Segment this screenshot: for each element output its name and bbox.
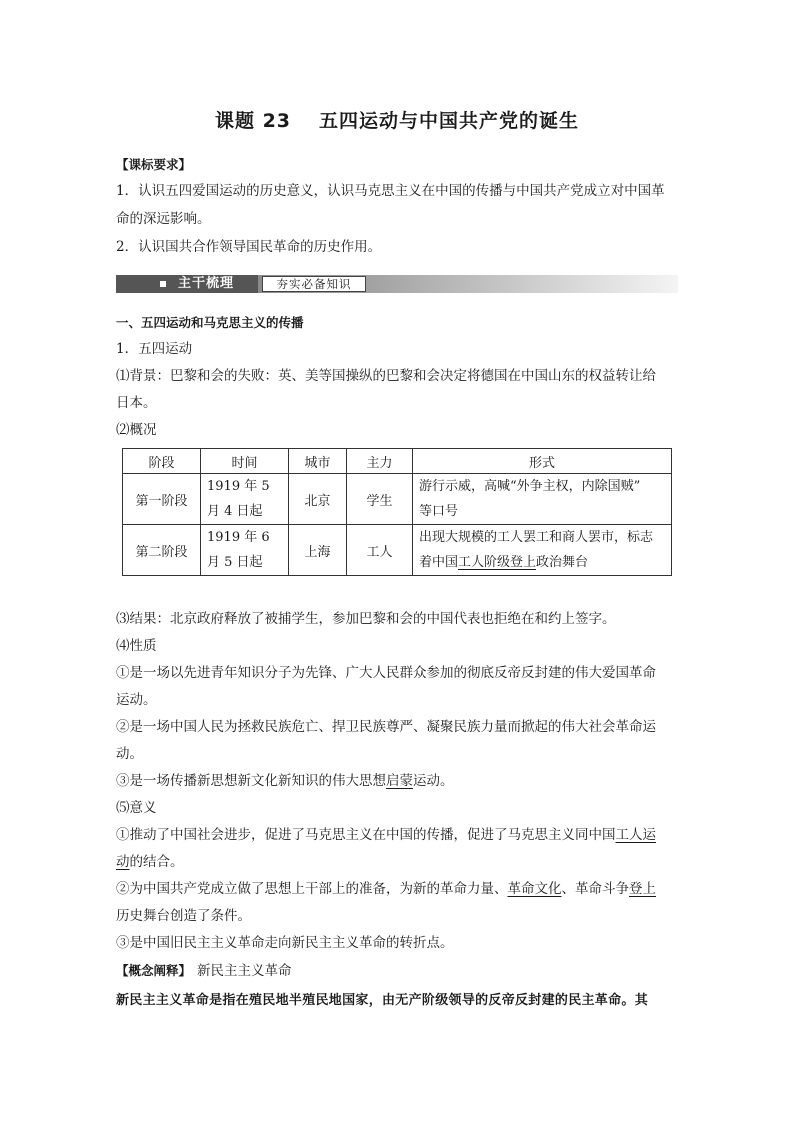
underlined-term: 登上 bbox=[629, 881, 656, 897]
significance-item-2: ②为中国共产党成立做了思想上干部上的准备，为新的革命力量、革命文化、革命斗争登上 bbox=[116, 881, 656, 897]
concept-definition: 新民主主义革命是指在殖民地半殖民地国家，由无产阶级领导的反帝反封建的民主革命。其 bbox=[116, 993, 649, 1008]
underlined-term: 工人运 bbox=[615, 827, 656, 843]
subsection-heading: 1．五四运动 bbox=[116, 341, 193, 357]
table-row bbox=[123, 474, 672, 525]
form-line: 游行示威，高喊“外争主权，内除国贼” bbox=[419, 479, 641, 494]
concept-heading-line bbox=[116, 962, 678, 980]
background-text: ⑴背景：巴黎和会的失败：英、美等国操纵的巴黎和会决定将德国在中国山东的权益转让给 bbox=[116, 368, 656, 384]
nature-heading: ⑷性质 bbox=[116, 638, 157, 654]
city-cell: 上海 bbox=[289, 525, 347, 576]
lesson-title: 五四运动与中国共产党的诞生 bbox=[319, 110, 580, 132]
standards-item-1: 1．认识五四爱国运动的历史意义，认识马克思主义在中国的传播与中国共产党成立对中国革 bbox=[116, 183, 665, 199]
concept-heading: 【概念阐释】 bbox=[116, 963, 192, 978]
page-title bbox=[116, 106, 678, 133]
nature-item-2: ②是一场中国人民为拯救民族危亡、捍卫民族尊严、凝聚民族力量而掀起的伟大社会革命运 bbox=[116, 719, 656, 735]
form-cell bbox=[413, 474, 672, 525]
force-cell: 工人 bbox=[347, 525, 413, 576]
stage-cell: 第二阶段 bbox=[123, 525, 201, 576]
form-line: 等口号 bbox=[419, 504, 459, 519]
nature-item-3: ③是一场传播新思想新文化新知识的伟大思想启蒙运动。 bbox=[116, 773, 454, 789]
nature-item-1-cont: 运动。 bbox=[116, 692, 157, 708]
lesson-number: 课题 23 bbox=[214, 110, 292, 132]
form-line: 着中国工人阶级登上政治舞台 bbox=[419, 555, 589, 570]
significance-item-3: ③是中国旧民主主义革命走向新民主主义革命的转折点。 bbox=[116, 935, 454, 951]
standards-heading: 【课标要求】 bbox=[116, 157, 192, 172]
result-text: ⑶结果：北京政府释放了被捕学生，参加巴黎和会的中国代表也拒绝在和约上签字。 bbox=[116, 611, 616, 627]
concept-term: 新民主主义革命 bbox=[197, 963, 292, 979]
square-bullet-icon bbox=[160, 281, 166, 287]
city-cell: 北京 bbox=[289, 474, 347, 525]
banner-box-label: 夯实必备知识 bbox=[262, 276, 366, 292]
movement-table bbox=[122, 448, 672, 576]
significance-item-1: ①推动了中国社会进步，促进了马克思主义在中国的传播，促进了马克思主义同中国工人运 bbox=[116, 827, 656, 843]
section-heading: 一、五四运动和马克思主义的传播 bbox=[116, 315, 304, 330]
table-header: 主力 bbox=[347, 449, 413, 474]
significance-item-2-cont: 历史舞台创造了条件。 bbox=[116, 908, 251, 924]
nature-item-2-cont: 动。 bbox=[116, 746, 143, 762]
table-header: 形式 bbox=[413, 449, 672, 474]
underlined-term: 工人阶级 bbox=[458, 555, 511, 570]
time-line: 1919 年 6 bbox=[207, 530, 270, 545]
time-cell bbox=[201, 474, 289, 525]
form-cell bbox=[413, 525, 672, 576]
table-header-row bbox=[123, 449, 672, 474]
underlined-term: 登上 bbox=[510, 555, 537, 570]
table-row bbox=[123, 525, 672, 576]
underlined-term: 革命文化 bbox=[507, 881, 562, 897]
underlined-term: 动 bbox=[116, 854, 130, 870]
time-cell bbox=[201, 525, 289, 576]
overview-heading: ⑵概况 bbox=[116, 422, 157, 438]
background-text-cont: 日本。 bbox=[116, 395, 157, 411]
time-line: 月 4 日起 bbox=[207, 504, 263, 519]
underlined-term: 启蒙 bbox=[386, 773, 413, 789]
form-line: 出现大规模的工人罢工和商人罢市，标志 bbox=[419, 530, 654, 545]
table-header: 阶段 bbox=[123, 449, 201, 474]
table-header: 时间 bbox=[201, 449, 289, 474]
standards-item-2: 2．认识国共合作领导国民革命的历史作用。 bbox=[116, 239, 382, 255]
time-line: 月 5 日起 bbox=[207, 555, 263, 570]
banner-label: 主干梳理 bbox=[178, 276, 235, 291]
section-banner bbox=[116, 272, 678, 296]
significance-heading: ⑸意义 bbox=[116, 800, 157, 816]
force-cell: 学生 bbox=[347, 474, 413, 525]
stage-cell: 第一阶段 bbox=[123, 474, 201, 525]
time-line: 1919 年 5 bbox=[207, 479, 270, 494]
table-header: 城市 bbox=[289, 449, 347, 474]
standards-item-1-cont: 命的深远影响。 bbox=[116, 211, 211, 227]
nature-item-1: ①是一场以先进青年知识分子为先锋、广大人民群众参加的彻底反帝反封建的伟大爱国革命 bbox=[116, 665, 656, 681]
significance-item-1-cont: 动的结合。 bbox=[116, 854, 184, 870]
